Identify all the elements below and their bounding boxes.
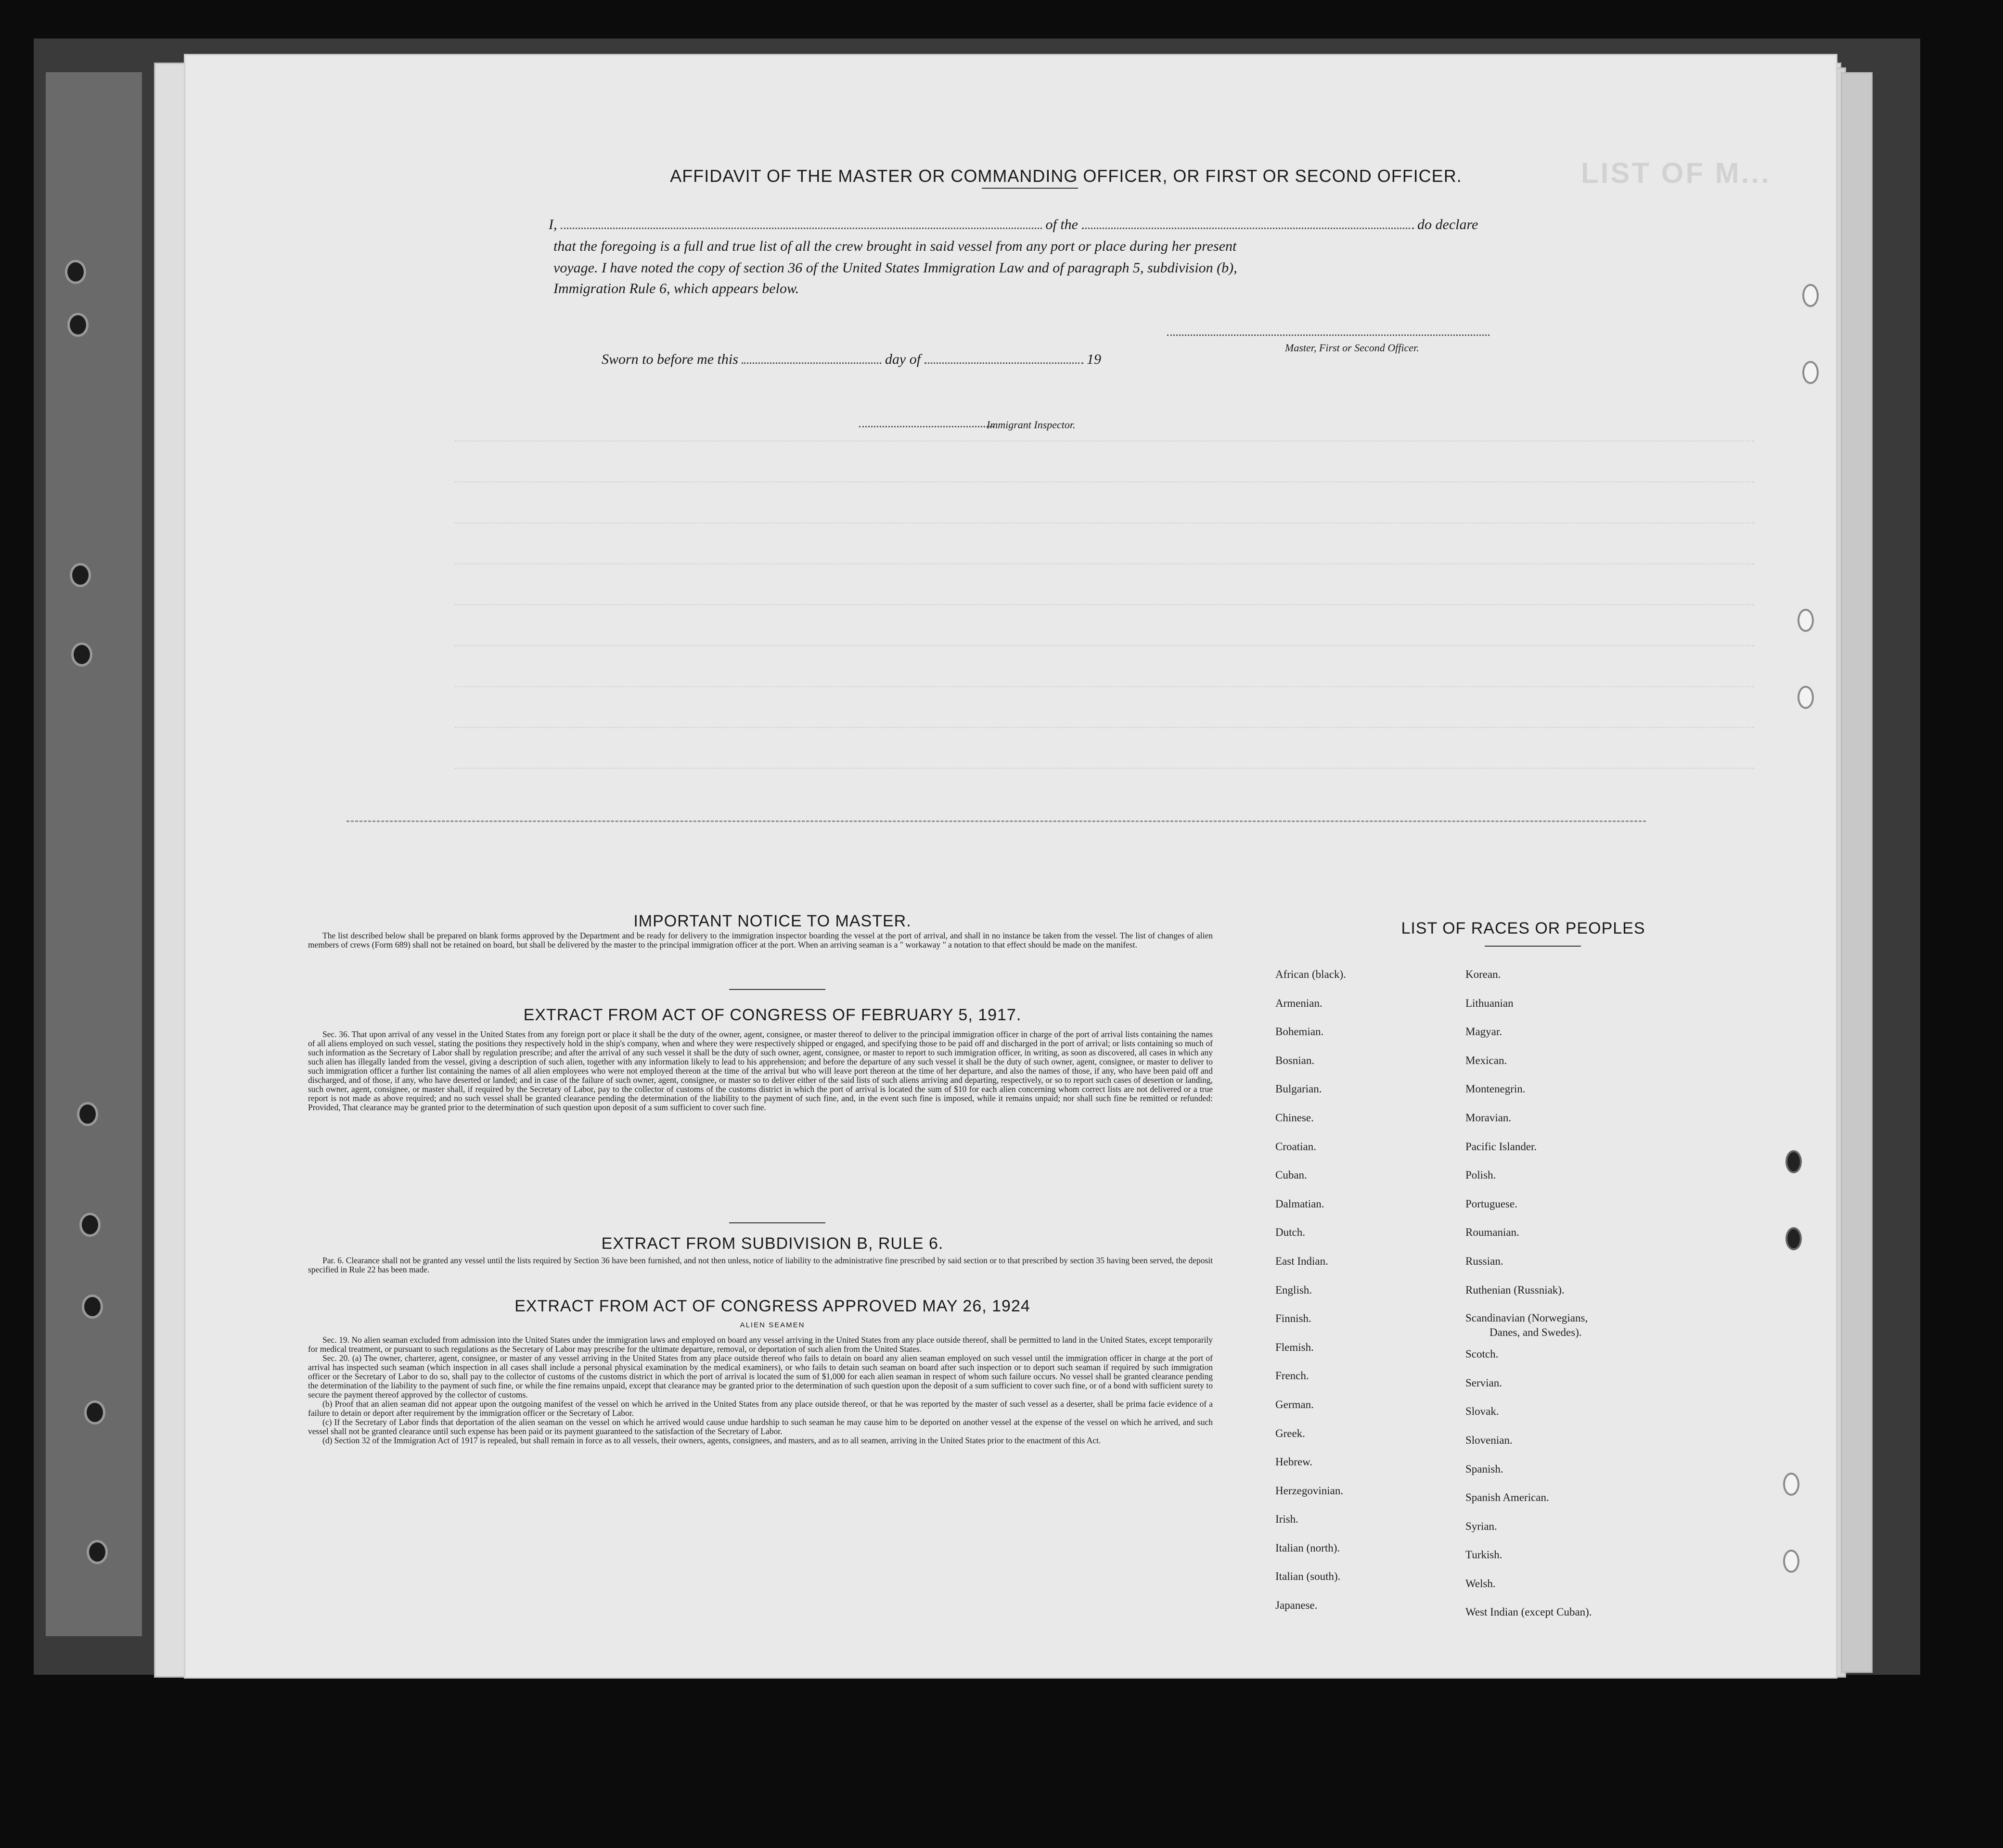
- extract-1924-paragraph: Sec. 19. No alien seaman excluded from admission into the United States under the immigration laws and employed on board any vessel arriving in the United States from any place outside thereof, shall be permitted to land in the United States, except temporarily for medical treatment, or pursuant to such regulations as the Secretary of Labor may prescribe for the ultimate departure, removal, or deportation of such alien from the United States.: [308, 1335, 1213, 1354]
- extract-1917-text: [308, 1030, 1213, 1112]
- race-item: English.: [1275, 1283, 1312, 1296]
- bleedthrough-row: [455, 604, 1754, 616]
- races-left-column: [1275, 960, 1346, 1620]
- race-item: Italian (south).: [1275, 1570, 1341, 1583]
- race-item: Turkish.: [1465, 1549, 1502, 1561]
- race-item: Moravian.: [1465, 1111, 1512, 1124]
- punch-hole: [1783, 1550, 1799, 1573]
- extract-rule6-text: [308, 1256, 1213, 1274]
- race-item: Slovenian.: [1465, 1434, 1513, 1446]
- punch-hole: [1783, 1473, 1799, 1496]
- binder-ring: [71, 642, 92, 667]
- inspector-label: Immigrant Inspector.: [987, 419, 1076, 431]
- race-item: Magyar.: [1465, 1026, 1502, 1038]
- race-item: Scotch.: [1465, 1348, 1499, 1360]
- extract-1924-paragraph: Sec. 20. (a) The owner, charterer, agent, consignee, or master of any vessel arriving in the United States from any place outside thereof who fails to detain on board any alien seaman employed on such vessel until the immigration officer in charge at the port of arrival has inspected such seaman (which inspection in all cases shall include a personal physical examination by the medical examiners), or who fails to detain such seaman on board after such inspection or to deport such seaman if required by such immigration officer or the Secretary of Labor to do so, shall pay to the collector of customs of the customs district in which the port of arrival is located the sum of $1,000 for each alien seaman in respect of whom such failure occurs. No vessel shall be granted clearance pending the determination of the liability to the payment of such fine, or while the fine remains unpaid, except that clearance may be granted prior to the determination of such question upon the deposit of a sum sufficient to cover such fine, or of a bond with sufficient surety to secure the payment thereof approved by the collector of customs.: [308, 1353, 1213, 1399]
- binder-ring: [87, 1540, 108, 1564]
- affidavit-declare-label: do declare: [1417, 217, 1478, 232]
- race-item: Mexican.: [1465, 1054, 1507, 1066]
- manifest-page: [185, 55, 1836, 1677]
- extract-1924-title: EXTRACT FROM ACT OF CONGRESS APPROVED MAY 26, 1924: [514, 1297, 1030, 1315]
- binder-ring: [82, 1295, 103, 1319]
- races-rule: [1485, 946, 1581, 947]
- signature-label: Master, First or Second Officer.: [1285, 342, 1419, 354]
- race-item: Russian.: [1465, 1255, 1503, 1267]
- race-item: Bosnian.: [1275, 1054, 1315, 1066]
- race-item: Spanish.: [1465, 1463, 1503, 1475]
- title-rule: [982, 188, 1078, 189]
- sworn-line: [602, 351, 1101, 368]
- affidavit-i-label: I,: [549, 217, 557, 232]
- race-item: Chinese.: [1275, 1111, 1314, 1124]
- year-label: 19: [1087, 351, 1102, 367]
- race-item: Roumanian.: [1465, 1226, 1519, 1239]
- sworn-month-field[interactable]: [924, 352, 1083, 364]
- punch-hole: [1798, 609, 1814, 632]
- binder-ring: [70, 563, 91, 587]
- race-item: Spanish American.: [1465, 1491, 1549, 1504]
- race-item: Hebrew.: [1275, 1456, 1313, 1468]
- bleedthrough-row: [455, 522, 1754, 534]
- race-item: Montenegrin.: [1465, 1083, 1526, 1095]
- binder-ring: [67, 313, 89, 337]
- extract-1924-subtitle: ALIEN SEAMEN: [740, 1321, 805, 1329]
- inspector-signature-line[interactable]: [859, 426, 994, 427]
- race-item: Servian.: [1465, 1376, 1502, 1389]
- affidavit-line-1: [549, 217, 1478, 233]
- race-item: Bohemian.: [1275, 1026, 1324, 1038]
- bleedthrough-row: [455, 768, 1754, 780]
- race-item: Polish.: [1465, 1169, 1496, 1181]
- bleedthrough-row: [455, 481, 1754, 493]
- extract-1917-paragraph: Sec. 36. That upon arrival of any vessel in the United States from any foreign port or place it shall be the duty of the owner, agent, consignee, or master thereof to deliver to the principal immigration officer in charge of the port of arrival lists containing the names of all aliens employed on such vessel, stating the positions they respectively hold in the ship's company, when and where they were respectively shipped or engaged, and specifying those to be paid off and discharged in the port of arrival; or lists containing so much of such information as the Secretary of Labor shall by regulation prescribe; and after the arrival of any such vessel it shall be the duty of such owner, agent, consignee, or master to report to such immigration officer, in writing, as soon as discovered, all cases in which any such alien has illegally landed from the vessel, giving a description of such alien, together with any information likely to lead to his apprehension; and before the departure of any such vessel it shall be the duty of such owner, agent, consignee, or master to deliver to such immigration officer a further list containing the names of all alien employees who were not employed thereon at the time of the arrival but who will leave port thereon at the time of her departure, and also the names of those, if any, who have been paid off and discharged, and of those, if any, who have deserted or landed; and in case of the failure of such owner, agent, consignee, or master so to deliver either of the said lists of such aliens arriving and departing, respectively, or so to report such cases of desertion or landing, such owner, agent, consignee, or master shall, if required by the Secretary of Labor, pay to the collector of customs of the customs district in which the port of arrival is located the sum of $10 for each alien concerning whom correct lists are not delivered or a true report is not made as above required; and no such vessel shall be granted clearance pending the determination of the liability to the payment of such fine, and, in the event such fine is imposed, while it remains unpaid; nor shall such fine be remitted or refunded: Provided, That clearance may be granted prior to the determination of such question upon deposit of a sum sufficient to cover such fine.: [308, 1029, 1213, 1112]
- race-item: Pacific Islander.: [1465, 1140, 1537, 1153]
- race-item: Ruthenian (Russniak).: [1465, 1283, 1565, 1296]
- section-divider: [347, 821, 1646, 822]
- binder-ring: [65, 260, 86, 284]
- binder-ring: [79, 1213, 101, 1237]
- extract-1924-paragraph: (b) Proof that an alien seaman did not appear upon the outgoing manifest of the vessel on which he arrived in the United States from any place outside thereof, or that he was reported by the master of such vessel as a deserter, shall be prima facie evidence of a failure to detain or deport after requirement by the immigration officer or the Secretary of Labor.: [308, 1399, 1213, 1418]
- extract-1917-rule: [729, 1222, 825, 1223]
- signature-line[interactable]: [1167, 334, 1489, 336]
- affidavit-title: AFFIDAVIT OF THE MASTER OR COMMANDING OFFICER, OR FIRST OR SECOND OFFICER.: [670, 166, 1462, 186]
- race-item: Italian (north).: [1275, 1541, 1340, 1554]
- bleedthrough-row: [455, 645, 1754, 657]
- punch-hole: [1785, 1227, 1802, 1250]
- race-item: Herzegovinian.: [1275, 1484, 1344, 1497]
- affidavit-line-3: voyage. I have noted the copy of section 36 of the United States Immigration Law and of paragraph 5, subdivision (b),: [553, 260, 1237, 276]
- race-item: Bulgarian.: [1275, 1083, 1322, 1095]
- races-title: LIST OF RACES OR PEOPLES: [1401, 919, 1645, 937]
- race-item: East Indian.: [1275, 1255, 1328, 1267]
- race-item: Flemish.: [1275, 1341, 1314, 1353]
- notice-paragraph: The list described below shall be prepared on blank forms approved by the Department and be ready for delivery to the immigration inspector boarding the vessel at the port of arrival, and shall in no instance be taken from the vessel. The list of changes of alien members of crews (Form 689) shall not be retained on board, but shall be delivered by the master to the principal immigration officer at the port. When an arriving seaman is a " workaway " a notation to that effect should be made on the manifest.: [308, 931, 1213, 950]
- race-item: Croatian.: [1275, 1140, 1316, 1153]
- race-item: French.: [1275, 1370, 1309, 1382]
- race-item: Dutch.: [1275, 1226, 1305, 1239]
- race-item: Scandinavian (Norwegians,: [1465, 1312, 1588, 1324]
- affidavit-of-the-label: of the: [1045, 217, 1078, 232]
- extract-1924-text: [308, 1335, 1213, 1445]
- race-item: Japanese.: [1275, 1599, 1318, 1612]
- race-item: Danes, and Swedes).: [1489, 1326, 1582, 1339]
- race-item: Greek.: [1275, 1427, 1305, 1439]
- race-item: Irish.: [1275, 1513, 1298, 1526]
- notice-text: [308, 931, 1213, 950]
- races-right-column: [1465, 960, 1592, 1627]
- notice-rule: [729, 989, 825, 990]
- extract-1924-paragraph: (c) If the Secretary of Labor finds that deportation of the alien seaman on the vessel on which he arrived would cause undue hardship to such seaman he may cause him to be deported on another vessel at the expense of the vessel on which he arrived, and such vessel shall not be granted clearance until such expense has been paid or its payment guaranteed to the satisfaction of the Secretary of Labor.: [308, 1417, 1213, 1436]
- race-item: Lithuanian: [1465, 997, 1514, 1009]
- race-item: Korean.: [1465, 968, 1501, 980]
- race-item: Syrian.: [1465, 1520, 1497, 1532]
- day-of-label: day of: [885, 351, 921, 367]
- race-item: German.: [1275, 1398, 1314, 1411]
- punch-hole: [1802, 284, 1819, 307]
- extract-rule6-title: EXTRACT FROM SUBDIVISION B, RULE 6.: [601, 1234, 944, 1253]
- race-item: Finnish.: [1275, 1312, 1311, 1325]
- bleedthrough-row: [455, 563, 1754, 575]
- race-item: Cuban.: [1275, 1169, 1307, 1181]
- sworn-label: Sworn to before me this: [602, 351, 738, 367]
- vessel-name-field[interactable]: [1082, 217, 1414, 229]
- extract-rule6-paragraph: Par. 6. Clearance shall not be granted any vessel until the lists required by Section 36 have been furnished, and not then unless, notice of liability to the administrative fine prescribed by said section or to that prescribed by section 35 having been served, the deposit specified in Rule 22 has been made.: [308, 1256, 1213, 1274]
- race-item: Dalmatian.: [1275, 1197, 1324, 1210]
- race-item: Armenian.: [1275, 997, 1322, 1009]
- punch-hole: [1802, 361, 1819, 384]
- bleedthrough-text: LIST OF M...: [1581, 157, 1771, 189]
- back-sheet: [1841, 72, 1873, 1673]
- punch-hole: [1785, 1150, 1802, 1173]
- binder-ring: [77, 1102, 98, 1126]
- notice-title: IMPORTANT NOTICE TO MASTER.: [633, 912, 912, 930]
- master-name-field[interactable]: [561, 217, 1042, 229]
- race-item: Portuguese.: [1465, 1197, 1517, 1210]
- sworn-day-field[interactable]: [742, 352, 881, 364]
- bleedthrough-row: [455, 440, 1754, 452]
- binder-ring: [84, 1400, 105, 1424]
- affidavit-line-4: Immigration Rule 6, which appears below.: [553, 281, 799, 296]
- race-item: Welsh.: [1465, 1577, 1496, 1590]
- race-item: Slovak.: [1465, 1405, 1499, 1418]
- extract-1924-paragraph: (d) Section 32 of the Immigration Act of 1917 is repealed, but shall remain in force as to all vessels, their owners, agents, consignees, and masters, and as to all seamen, arriving in the United States prior to the enactment of this Act.: [322, 1436, 1101, 1445]
- race-item: African (black).: [1275, 968, 1346, 980]
- affidavit-line-2: that the foregoing is a full and true list of all the crew brought in said vessel from any port or place during her present: [553, 238, 1237, 254]
- extract-1917-title: EXTRACT FROM ACT OF CONGRESS OF FEBRUARY 5, 1917.: [523, 1006, 1022, 1024]
- race-item: West Indian (except Cuban).: [1465, 1606, 1592, 1618]
- bleedthrough-row: [455, 686, 1754, 698]
- punch-hole: [1798, 686, 1814, 709]
- bleedthrough-row: [455, 727, 1754, 739]
